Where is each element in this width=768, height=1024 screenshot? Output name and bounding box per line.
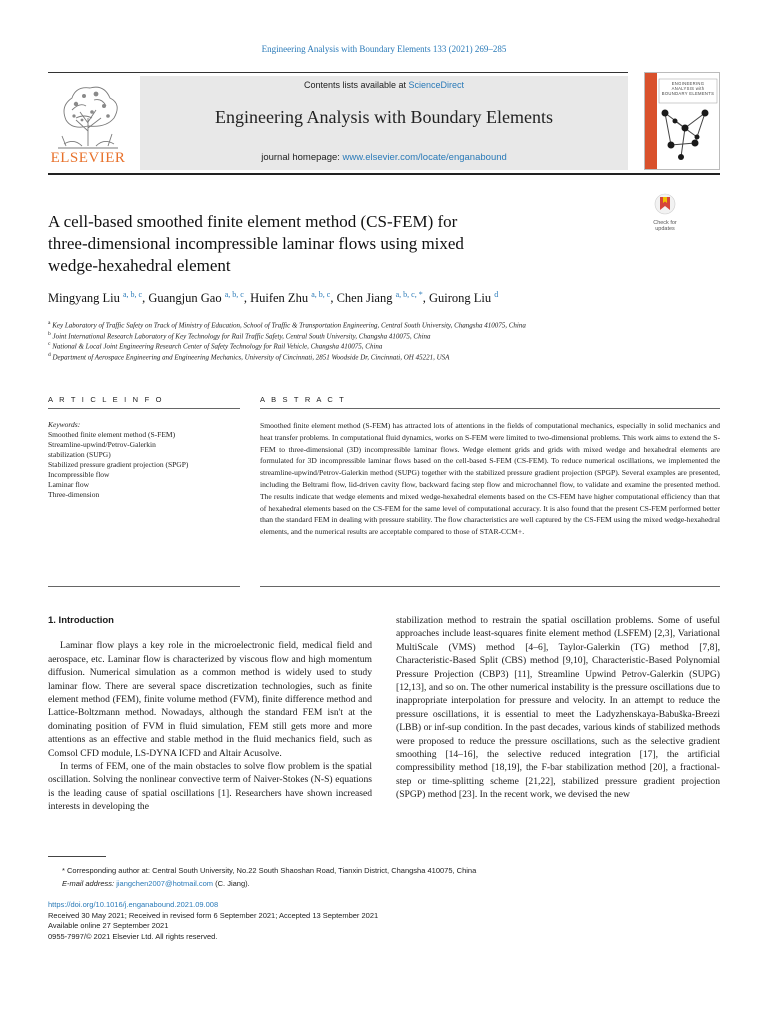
author-affiliation-marker[interactable]: a, b, c bbox=[224, 290, 244, 299]
author-name[interactable]: Mingyang Liu bbox=[48, 291, 120, 306]
keyword[interactable]: Incompressible flow bbox=[48, 470, 110, 479]
homepage-line bbox=[140, 152, 628, 163]
corresponding-address: Central South University, No.22 South Shaoshan Road, Tianxin District, Changsha 410075, China bbox=[152, 866, 477, 875]
header-bottom-rule bbox=[48, 173, 720, 175]
affiliation-text: Key Laboratory of Traffic Safety on Track of Ministry of Education, School of Traffic & Transportation Engineering, Central South University, Changsha 410075, China bbox=[52, 321, 526, 330]
affiliation-marker: c bbox=[48, 341, 51, 347]
article-title bbox=[48, 211, 608, 277]
abstract-bottom-rule bbox=[260, 586, 720, 587]
affiliation-text: Joint International Research Laboratory of Key Technology for Rail Traffic Safety, Central South University, Changsha 410075, China bbox=[52, 332, 431, 341]
author-separator: , bbox=[142, 291, 149, 306]
received-dates: Received 30 May 2021; Received in revised form 6 September 2021; Accepted 13 September 2021 bbox=[48, 910, 379, 920]
author-separator: , bbox=[330, 291, 337, 306]
abstract-text: Smoothed finite element method (S-FEM) has attracted lots of attentions in the fields of computational mechanics, especially in solid mechanics and heat transfer problems. In computational fluid dynamics, works on S-FEM were limited to two-dimensional problems. This work aims to extend the S-FEM to three-dimensional (3D) incompressible laminar flows. Wedge element grids and grids with mixed wedge and hexahedral elements are formulated for 3D incompressible laminar flows based on the cell-based S-FEM (CS-FEM). To reduce numerical oscillations, we implemented the streamline-upwind/Petrov-Galerkin method (SUPG) together with the stabilized pressure gradient projection (SPGP). Several examples are presented, including the Beltrami flow, lid-driven cavity flow, backward facing step flow and microchannel flow, to validate and examine the presented method. The results indicate that wedge elements and mixed wedge-hexahedral elements based on the CS-FEM have higher computational efficiency than that of hexahedral elements based on the CS-FEM for the same level of computational accuracy. It is also found that the present CS-FEM performed better than the standard FEM in dealing with pressure stability. The flow characteristics are well captured by the CS-FEM using the mixed wedge-hexahedral elements, and the numerical results are acceptable compared to those of STAR-CCM+. bbox=[260, 421, 720, 537]
author-list bbox=[48, 290, 688, 306]
title-line: wedge-hexahedral element bbox=[48, 256, 231, 275]
keyword[interactable]: Three-dimension bbox=[48, 490, 100, 499]
homepage-prefix: journal homepage: bbox=[261, 152, 343, 163]
email-link[interactable]: jiangchen2007@hotmail.com bbox=[116, 879, 214, 888]
keyword[interactable]: Smoothed finite element method (S-FEM) bbox=[48, 430, 176, 439]
contents-prefix: Contents lists available at bbox=[303, 80, 409, 90]
author-separator: , bbox=[422, 291, 429, 306]
journal-title: Engineering Analysis with Boundary Elements bbox=[215, 107, 553, 127]
contents-line bbox=[140, 80, 628, 90]
keyword[interactable]: Stabilized pressure gradient projection (SPGP) bbox=[48, 460, 189, 469]
footnote-rule bbox=[48, 856, 106, 857]
article-info-label: A R T I C L E I N F O bbox=[48, 395, 164, 404]
section-heading: 1. Introduction bbox=[48, 615, 114, 626]
email-label: E-mail address: bbox=[62, 879, 117, 888]
email-suffix: (C. Jiang). bbox=[213, 879, 250, 888]
affiliation-marker: b bbox=[48, 331, 51, 337]
author-affiliation-marker[interactable]: d bbox=[494, 290, 499, 299]
publication-info bbox=[48, 900, 708, 942]
author-name[interactable]: Guirong Liu bbox=[428, 291, 492, 306]
keywords-heading: Keywords: bbox=[48, 420, 81, 429]
email-note bbox=[62, 879, 722, 888]
author-affiliation-marker[interactable]: a, b, c bbox=[123, 290, 143, 299]
author-name[interactable]: Guangjun Gao bbox=[148, 291, 222, 306]
affiliation bbox=[48, 341, 728, 350]
affiliation bbox=[48, 320, 728, 329]
check-for-updates-label: Check for updates bbox=[653, 220, 677, 232]
journal-citation-link[interactable]: Engineering Analysis with Boundary Elements 133 (2021) 269–285 bbox=[261, 44, 507, 54]
body-paragraph: stabilization method to restrain the spatial oscillation problems. Some of useful approaches include least-squares finite element method (LSFEM) [2,3], Variational MultiScale (VMS) method [4–6], Taylor-Galerkin (TG) method [7,8], Characteristic-Based Split (CBS) method [9,10], Characteristic-Based Polynomial Pressure Projection (CBP3) [11], Streamline Upwind Petrov-Galerkin (SUPG) [12,13], and so on. The other numerical instability is the pressure oscillations due to inappropriate interpolation for pressure and velocity. In an attempt to reduce the pressure oscillations, it is essential to meet the Ladyzhenskaya-Babuška-Breezi (LBB) or inf-sup condition. In the past decades, various kinds of stabilized methods were proposed to reduce the pressure oscillations, such as the selective gradient smoothing [14–16], the selective reduced integration [17], the artificial compressibility method [18,19], the F-bar stabilization method [20], a fractional-step or time-splitting scheme [21,22], stabilized pressure gradient projection (SPGP) method [23]. In the recent work, we devised the new bbox=[396, 615, 720, 801]
body-paragraph: In terms of FEM, one of the main obstacles to solve flow problem is the spatial oscillation. Solving the nonlinear convective term of Naiver-Stokes (N-S) equations is the leading cause of spatial oscillations [1]. Researchers have shown increased interests in developing the bbox=[48, 761, 372, 813]
affiliation bbox=[48, 331, 728, 340]
keyword[interactable]: Laminar flow bbox=[48, 480, 90, 489]
abstract-label: A B S T R A C T bbox=[260, 395, 346, 404]
author-affiliation-marker[interactable]: a, b, c bbox=[311, 290, 331, 299]
journal-homepage-link[interactable]: www.elsevier.com/locate/enganabound bbox=[342, 152, 507, 163]
check-for-updates-badge[interactable] bbox=[648, 193, 682, 232]
affiliation-text: Department of Aerospace Engineering and Engineering Mechanics, University of Cincinnati, 2851 Woodside Dr, Cincinnati, OH 45221, USA bbox=[52, 353, 450, 362]
keywords-block bbox=[48, 420, 238, 500]
journal-cover-thumbnail[interactable] bbox=[644, 72, 720, 170]
doi-link[interactable]: https://doi.org/10.1016/j.enganabound.2021.09.008 bbox=[48, 900, 219, 909]
keyword[interactable]: Streamline-upwind/Petrov-Galerkin bbox=[48, 440, 156, 449]
header-top-rule bbox=[48, 72, 628, 73]
bookmark-icon bbox=[648, 193, 682, 215]
corresponding-author-note bbox=[62, 866, 722, 875]
title-line: three-dimensional incompressible laminar flows using mixed bbox=[48, 234, 464, 253]
author-separator: , bbox=[243, 291, 251, 306]
abstract-rule bbox=[260, 408, 720, 409]
affiliation-marker: a bbox=[48, 320, 51, 326]
article-info-rule bbox=[48, 408, 240, 409]
copyright-line: 0955-7997/© 2021 Elsevier Ltd. All rights reserved. bbox=[48, 931, 218, 941]
affiliation bbox=[48, 352, 728, 361]
title-line: A cell-based smoothed finite element method (CS-FEM) for bbox=[48, 212, 458, 231]
author-name[interactable]: Huifen Zhu bbox=[250, 291, 309, 306]
keyword[interactable]: stabilization (SUPG) bbox=[48, 450, 111, 459]
article-info-bottom-rule bbox=[48, 586, 240, 587]
body-left-column bbox=[48, 614, 372, 814]
sciencedirect-link[interactable]: ScienceDirect bbox=[408, 80, 465, 90]
online-date: Available online 27 September 2021 bbox=[48, 921, 169, 930]
author-name[interactable]: Chen Jiang bbox=[336, 291, 393, 306]
author-affiliation-marker[interactable]: a, b, c, * bbox=[395, 290, 423, 299]
body-paragraph: Laminar flow plays a key role in the microelectronic field, medical field and aerospace, etc. Laminar flow is characterized by viscous flow and high momentum diffusion. Numerical simulation as a common method is widely used to study laminar flow. There are several space discretization technologies, such as finite element method (FEM), finite volume method (FVM), finite difference method and Lattice-Boltzmann method. Nowadays, although the standard FEM isn't at the dominating position of FVM in fluid simulation, FEM still gets more and more attentions as an effective and stable method in the fluid mechanics field, such as Comsol CFD module, LS-DYNA ICFD and Altair Acusolve. bbox=[48, 640, 372, 759]
body-right-column bbox=[396, 614, 720, 802]
affiliation-text: National & Local Joint Engineering Research Center of Safety Technology for Rail Vehicle, Changsha 410075, China bbox=[52, 342, 383, 351]
publisher-logo-text[interactable]: ELSEVIER bbox=[50, 150, 126, 166]
affiliation-marker: d bbox=[48, 352, 51, 358]
corresponding-label: * Corresponding author at: bbox=[62, 866, 153, 875]
journal-cover-title: ENGINEERING ANALYSIS with BOUNDARY ELEMENTS bbox=[661, 81, 715, 96]
